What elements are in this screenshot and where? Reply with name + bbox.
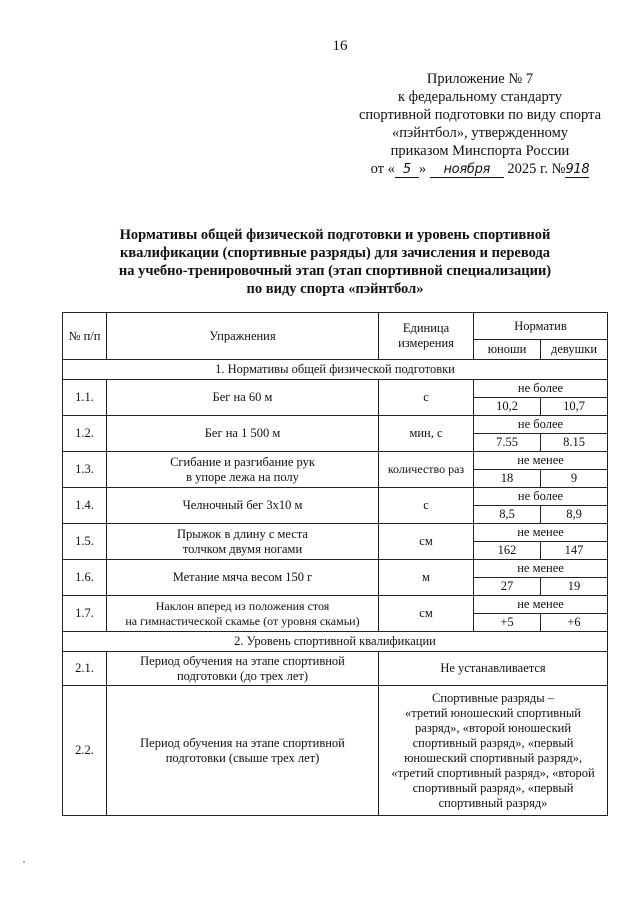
row-exercise bbox=[107, 416, 379, 452]
row-girls: 8,9 bbox=[541, 506, 608, 524]
row-num: 1.6. bbox=[63, 560, 107, 596]
row-girls: 9 bbox=[541, 470, 608, 488]
section-row bbox=[63, 360, 608, 380]
header-row bbox=[63, 313, 608, 340]
row-boys: 10,2 bbox=[474, 398, 541, 416]
exercise-line: Челночный бег 3х10 м bbox=[182, 498, 303, 512]
exercise-line: Бег на 1 500 м bbox=[204, 426, 281, 440]
row-exercise bbox=[107, 524, 379, 560]
row-exercise bbox=[107, 560, 379, 596]
norms-table bbox=[62, 312, 608, 816]
table-row bbox=[63, 380, 608, 398]
row-num: 1.2. bbox=[63, 416, 107, 452]
row-unit: см bbox=[379, 524, 474, 560]
order-mid: » bbox=[418, 161, 427, 177]
table-row bbox=[63, 488, 608, 506]
value-line: «третий юношеский спортивный bbox=[405, 705, 581, 720]
header-unit: Единица измерения bbox=[379, 313, 474, 360]
order-year: 2025 г. № bbox=[507, 161, 566, 177]
period-line: Период обучения на этапе спортивной bbox=[140, 735, 345, 750]
order-month: ноября bbox=[430, 163, 504, 178]
row-condition: не более bbox=[474, 488, 608, 506]
qualification-period bbox=[107, 652, 379, 686]
title-line: квалификации (спортивные разряды) для зачисления и перевода bbox=[119, 245, 551, 261]
title-line: по виду спорта «пэйнтбол» bbox=[246, 281, 424, 297]
value-line: Спортивные разряды – bbox=[431, 690, 555, 705]
document-title bbox=[90, 226, 580, 298]
value-line: спортивный разряд», «первый bbox=[412, 735, 574, 750]
row-exercise bbox=[107, 596, 379, 632]
exercise-line: Метание мяча весом 150 г bbox=[172, 570, 313, 584]
header-girls: девушки bbox=[541, 340, 608, 360]
value-line: спортивный разряд», «первый bbox=[412, 780, 574, 795]
exercise-line: в упоре лежа на полу bbox=[186, 469, 299, 484]
row-unit: мин, с bbox=[379, 416, 474, 452]
row-girls: 147 bbox=[541, 542, 608, 560]
row-condition: не менее bbox=[474, 452, 608, 470]
exercise-line: Наклон вперед из положения стоя bbox=[155, 598, 330, 613]
appendix-block bbox=[330, 70, 630, 179]
row-num: 1.5. bbox=[63, 524, 107, 560]
exercise-line: толчком двумя ногами bbox=[182, 541, 303, 556]
exercise-line: на гимнастической скамье (от уровня скамьи) bbox=[125, 613, 360, 628]
section-title: 1. Нормативы общей физической подготовки bbox=[63, 360, 608, 380]
row-exercise bbox=[107, 380, 379, 416]
appendix-line: к федеральному стандарту bbox=[398, 89, 562, 105]
row-unit: м bbox=[379, 560, 474, 596]
appendix-line: спортивной подготовки по виду спорта bbox=[358, 107, 602, 123]
exercise-line: Бег на 60 м bbox=[212, 390, 273, 404]
header-num: № п/п bbox=[63, 313, 107, 360]
section-title: 2. Уровень спортивной квалификации bbox=[63, 632, 608, 652]
row-unit: см bbox=[379, 596, 474, 632]
row-boys: 7.55 bbox=[474, 434, 541, 452]
row-girls: +6 bbox=[541, 614, 608, 632]
period-line: Период обучения на этапе спортивной bbox=[140, 653, 345, 668]
qualification-period bbox=[107, 686, 379, 816]
table-row bbox=[63, 524, 608, 542]
qualification-value bbox=[379, 686, 608, 816]
order-day: 5 bbox=[395, 163, 419, 178]
row-unit: с bbox=[379, 488, 474, 524]
row-boys: 18 bbox=[474, 470, 541, 488]
table-row bbox=[63, 416, 608, 434]
header-boys: юноши bbox=[474, 340, 541, 360]
qualification-row bbox=[63, 686, 608, 816]
row-condition: не менее bbox=[474, 524, 608, 542]
row-condition: не более bbox=[474, 380, 608, 398]
row-girls: 19 bbox=[541, 578, 608, 596]
qualification-row bbox=[63, 652, 608, 686]
row-num: 2.1. bbox=[63, 652, 107, 686]
order-number: 918 bbox=[565, 162, 590, 177]
order-prefix: от « bbox=[370, 161, 395, 177]
title-line: Нормативы общей физической подготовки и уровень спортивной bbox=[119, 227, 551, 243]
value-line: Не устанавливается bbox=[440, 661, 546, 675]
row-unit: с bbox=[379, 380, 474, 416]
period-line: подготовки (до трех лет) bbox=[176, 668, 309, 683]
page-number: 16 bbox=[332, 38, 348, 54]
section-row bbox=[63, 632, 608, 652]
row-unit: количество раз bbox=[379, 452, 474, 488]
appendix-line: Приложение № 7 bbox=[426, 71, 534, 87]
table-row bbox=[63, 560, 608, 578]
title-line: на учебно-тренировочный этап (этап спортивной специализации) bbox=[118, 263, 552, 279]
row-girls: 10,7 bbox=[541, 398, 608, 416]
row-num: 1.1. bbox=[63, 380, 107, 416]
exercise-line: Сгибание и разгибание рук bbox=[170, 454, 315, 469]
row-boys: +5 bbox=[474, 614, 541, 632]
period-line: подготовки (свыше трех лет) bbox=[165, 750, 320, 765]
value-line: спортивный разряд» bbox=[438, 795, 548, 810]
qualification-value bbox=[379, 652, 608, 686]
row-num: 2.2. bbox=[63, 686, 107, 816]
row-num: 1.7. bbox=[63, 596, 107, 632]
row-boys: 8,5 bbox=[474, 506, 541, 524]
row-num: 1.3. bbox=[63, 452, 107, 488]
appendix-line: приказом Минспорта России bbox=[390, 143, 570, 159]
appendix-line: «пэйнтбол», утвержденному bbox=[391, 125, 569, 141]
row-girls: 8.15 bbox=[541, 434, 608, 452]
value-line: разряд», «второй юношеский bbox=[414, 720, 572, 735]
table-row bbox=[63, 452, 608, 470]
row-condition: не менее bbox=[474, 560, 608, 578]
value-line: юношеский спортивный разряд», bbox=[404, 750, 582, 765]
exercise-line: Прыжок в длину с места bbox=[177, 526, 308, 541]
row-boys: 27 bbox=[474, 578, 541, 596]
row-condition: не менее bbox=[474, 596, 608, 614]
row-num: 1.4. bbox=[63, 488, 107, 524]
row-boys: 162 bbox=[474, 542, 541, 560]
table-row bbox=[63, 596, 608, 614]
value-line: «третий спортивный разряд», «второй bbox=[391, 765, 595, 780]
scan-dot-icon bbox=[22, 860, 26, 864]
header-norm: Норматив bbox=[474, 313, 608, 340]
order-line bbox=[330, 160, 630, 179]
row-exercise bbox=[107, 488, 379, 524]
header-exercise: Упражнения bbox=[107, 313, 379, 360]
row-exercise bbox=[107, 452, 379, 488]
row-condition: не более bbox=[474, 416, 608, 434]
